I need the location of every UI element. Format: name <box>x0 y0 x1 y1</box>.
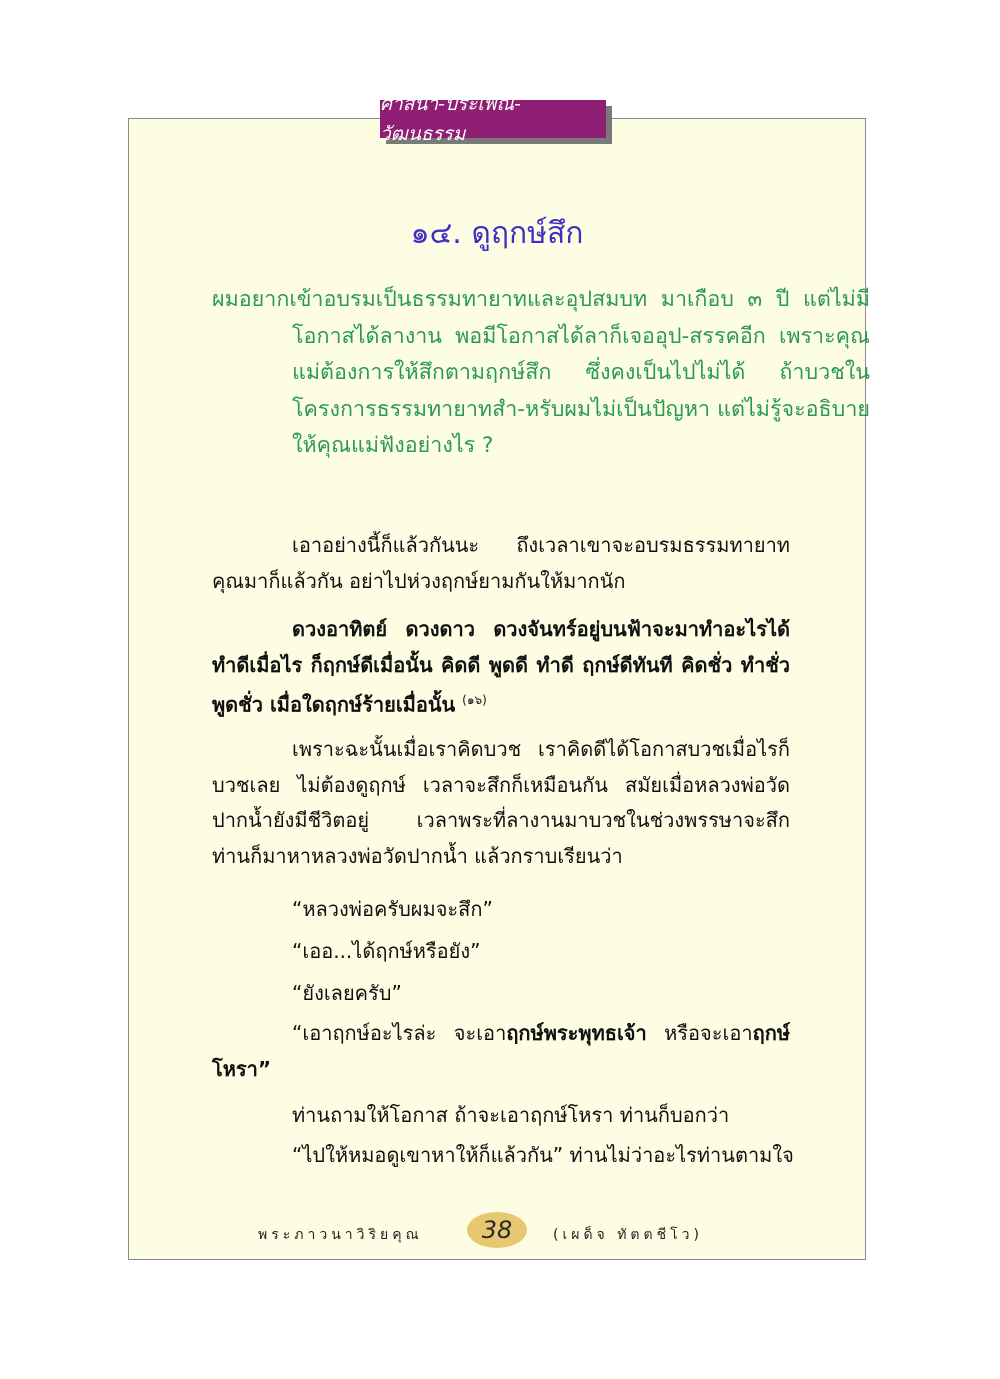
page-number: 38 <box>467 1212 527 1248</box>
chapter-title: ๑๔. ดูฤกษ์สึก <box>410 216 584 251</box>
dialogue-line-4-b: ฤกษ์พระพุทธเจ้า <box>506 1021 647 1045</box>
dialogue-line-4-d: ฤกษ์โหรา” <box>212 1021 790 1081</box>
dialogue-line-3: “ยังเลยครับ” <box>292 981 402 1005</box>
footer-author: พระภาวนาวิริยคุณ <box>258 1227 423 1243</box>
dialogue-line-4 <box>212 1016 790 1087</box>
footer-author-name: (เผด็จ ทัตตชีโว) <box>553 1227 703 1243</box>
dialogue-line-4-c: หรือจะเอา <box>646 1021 753 1045</box>
section-header: ศาสนา-ประเพณี-วัฒนธรรม <box>380 100 606 138</box>
answer-paragraph-3: เพราะฉะนั้นเมื่อเราคิดบวช เราคิดดีได้โอกาสบวชเมื่อไรก็บวชเลย ไม่ต้องดูฤกษ์ เวลาจะสึกก็เหมือนกัน สมัยเมื่อหลวงพ่อวัดปากน้ำยังมีชีวิตอยู่ เวลาพระที่ลางานมาบวชในช่วงพรรษาจะสึก ท่านก็มาหาหลวงพ่อวัดปากน้ำ แล้วกราบเรียนว่า <box>212 737 790 868</box>
answer-paragraph-5: ท่านถามให้โอกาส ถ้าจะเอาฤกษ์โหรา ท่านก็บอกว่า <box>292 1103 730 1127</box>
dialogue-line-2: “เออ...ได้ฤกษ์หรือยัง” <box>292 939 481 963</box>
dialogue-line-4-a: “เอาฤกษ์อะไรล่ะ จะเอา <box>292 1021 507 1045</box>
answer-paragraph-2 <box>212 612 790 723</box>
answer-paragraph-1: เอาอย่างนี้ก็แล้วกันนะ ถึงเวลาเขาจะอบรมธรรมทายาท คุณมาก็แล้วกัน อย่าไปห่วงฤกษ์ยามกันให้มากนัก <box>212 533 790 593</box>
answer-paragraph-6: “ไปให้หมอดูเขาหาให้ก็แล้วกัน” ท่านไม่ว่าอะไรท่านตามใจ <box>292 1143 794 1167</box>
question-text: ผมอยากเข้าอบรมเป็นธรรมทายาทและอุปสมบท มาเกือบ ๓ ปี แต่ไม่มีโอกาสได้ลางาน พอมีโอกาสได้ลาก็เจออุป-สรรคอีก เพราะคุณแม่ต้องการให้สึกตามฤกษ์สึก ซึ่งคงเป็นไปไม่ได้ ถ้าบวชในโครงการธรรมทายาทสำ-หรับผมไม่เป็นปัญหา แต่ไม่รู้จะอธิบายให้คุณแม่ฟังอย่างไร ? <box>212 287 870 458</box>
answer-paragraph-2-text: ดวงอาทิตย์ ดวงดาว ดวงจันทร์อยู่บนฟ้าจะมาทำอะไรได้ ทำดีเมื่อไร ก็ฤกษ์ดีเมื่อนั้น คิดดี พูดดี ทำดี ฤกษ์ดีทันที คิดชั่ว ทำชั่ว พูดชั่ว เมื่อใดฤกษ์ร้ายเมื่อนั้น <box>212 617 790 717</box>
footnote-marker: (๑๖) <box>462 693 487 707</box>
dialogue-line-1: “หลวงพ่อครับผมจะสึก” <box>292 897 493 921</box>
